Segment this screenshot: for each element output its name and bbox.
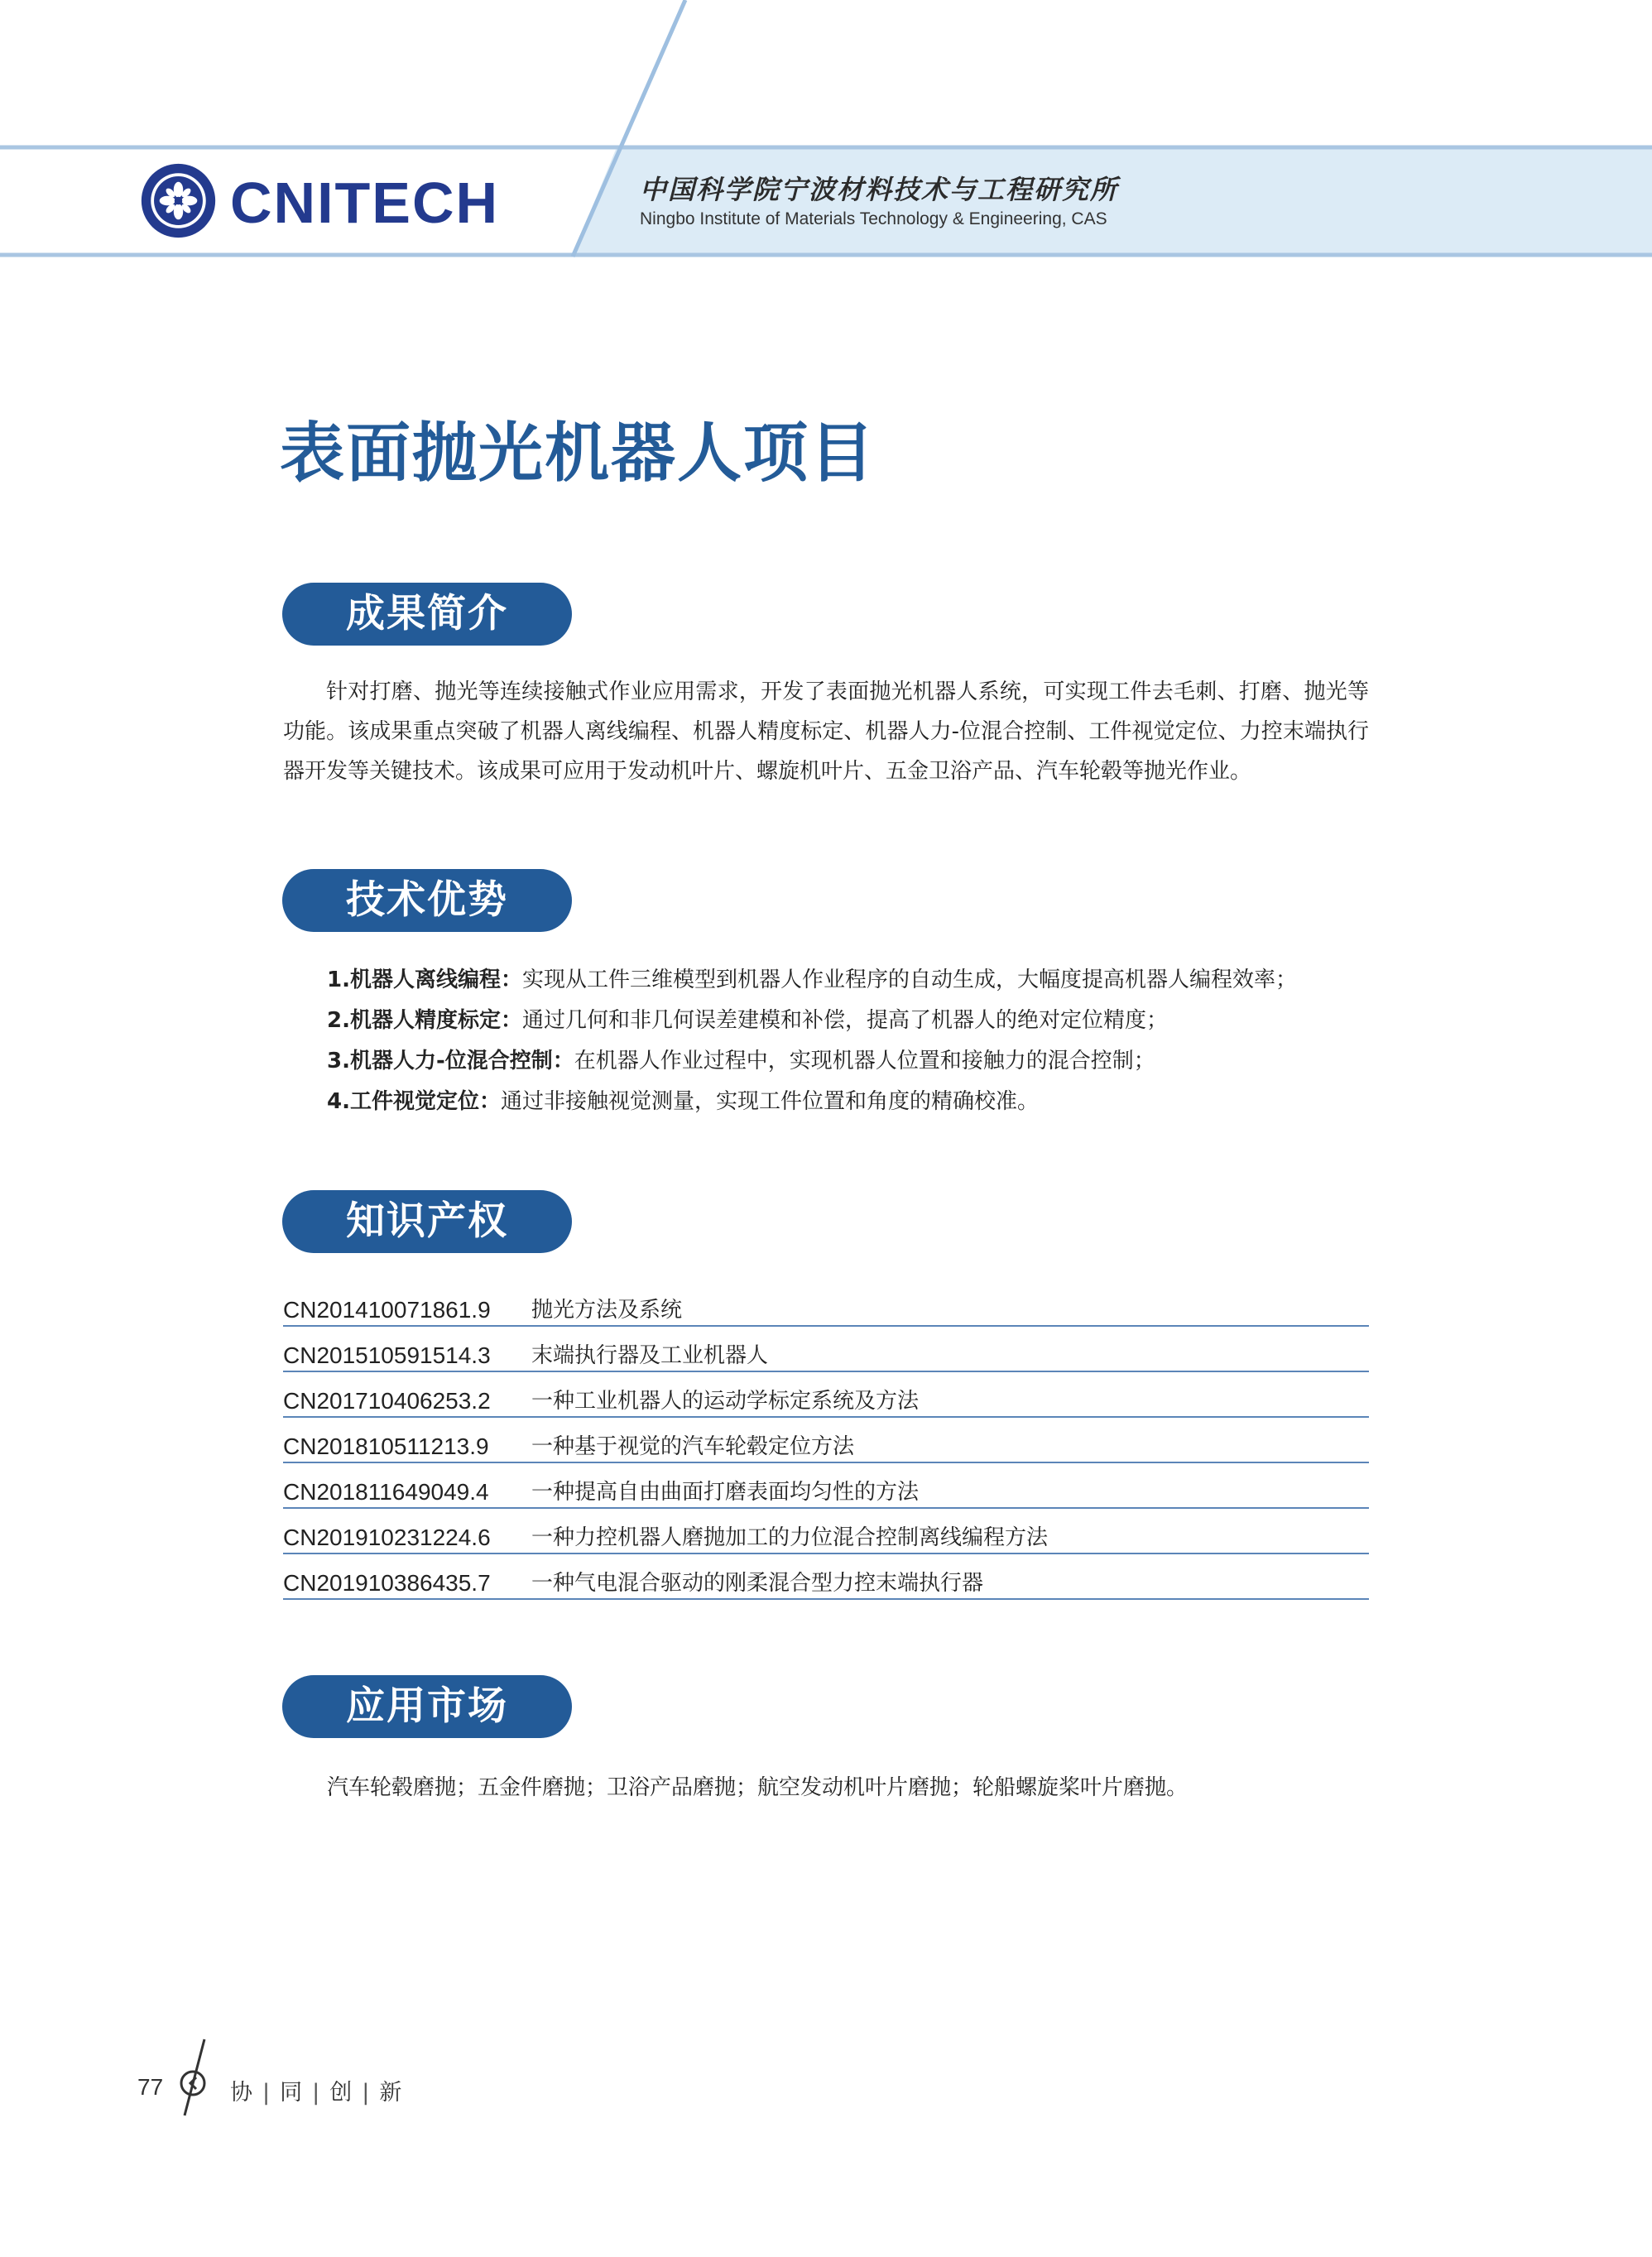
list-item: 3.机器人力-位混合控制：在机器人作业过程中，实现机器人位置和接触力的混合控制； (327, 1049, 1155, 1073)
list-item: 1.机器人离线编程：实现从工件三维模型到机器人作业程序的自动生成，大幅度提高机器人编程效率； (327, 968, 1297, 992)
list-item: 4.工件视觉定位：通过非接触视觉测量，实现工件位置和角度的精确校准。 (327, 1089, 1039, 1114)
list-item: 2.机器人精度标定：通过几何和非几何误差建模和补偿，提高了机器人的绝对定位精度； (327, 1008, 1168, 1033)
institute-name-en: Ningbo Institute of Materials Technology & Engineering, CAS (640, 209, 1107, 228)
table-row: CN201910386435.7 一种气电混合驱动的刚柔混合型力控末端执行器 (283, 1556, 1369, 1600)
table-row: CN201510591514.3 末端执行器及工业机器人 (283, 1328, 1369, 1372)
table-row: CN201811649049.4 一种提高自由曲面打磨表面均匀性的方法 (283, 1465, 1369, 1509)
patent-table (283, 1283, 1369, 1600)
institute-name-cn: 中国科学院宁波材料技术与工程研究所 (640, 174, 1119, 205)
summary-paragraph (283, 672, 1369, 791)
advantages-list (327, 960, 1370, 1122)
footer-motto: 协 | 同 | 创 | 新 (230, 2080, 403, 2106)
section-heading-market: 应用市场 (282, 1675, 572, 1738)
section-heading-advantages: 技术优势 (282, 869, 572, 932)
table-row: CN201810511213.9 一种基于视觉的汽车轮毂定位方法 (283, 1419, 1369, 1463)
page-number: 77 (137, 2074, 164, 2100)
page-title: 表面抛光机器人项目 (280, 416, 876, 491)
brand-wordmark: CNITECH (230, 170, 500, 235)
cas-logo-icon (139, 161, 218, 240)
table-row: CN201410071861.9 抛光方法及系统 (283, 1283, 1369, 1327)
page-ornament-icon (170, 2036, 219, 2119)
section-heading-ip: 知识产权 (282, 1190, 572, 1253)
summary-text: 针对打磨、抛光等连续接触式作业应用需求，开发了表面抛光机器人系统，可实现工件去毛刺、打磨、抛光等功能。该成果重点突破了机器人离线编程、机器人精度标定、机器人力-位混合控制、工件视觉定位、力控末端执行器开发等关键技术。该成果可应用于发动机叶片、螺旋机叶片、五金卫浴产品、汽车轮毂等抛光作业。 (283, 680, 1369, 784)
section-heading-summary: 成果简介 (282, 583, 572, 646)
table-row: CN201710406253.2 一种工业机器人的运动学标定系统及方法 (283, 1374, 1369, 1418)
market-text: 汽车轮毂磨抛；五金件磨抛；卫浴产品磨抛；航空发动机叶片磨抛；轮船螺旋桨叶片磨抛。 (327, 1775, 1189, 1800)
table-row: CN201910231224.6 一种力控机器人磨抛加工的力位混合控制离线编程方法 (283, 1510, 1369, 1554)
